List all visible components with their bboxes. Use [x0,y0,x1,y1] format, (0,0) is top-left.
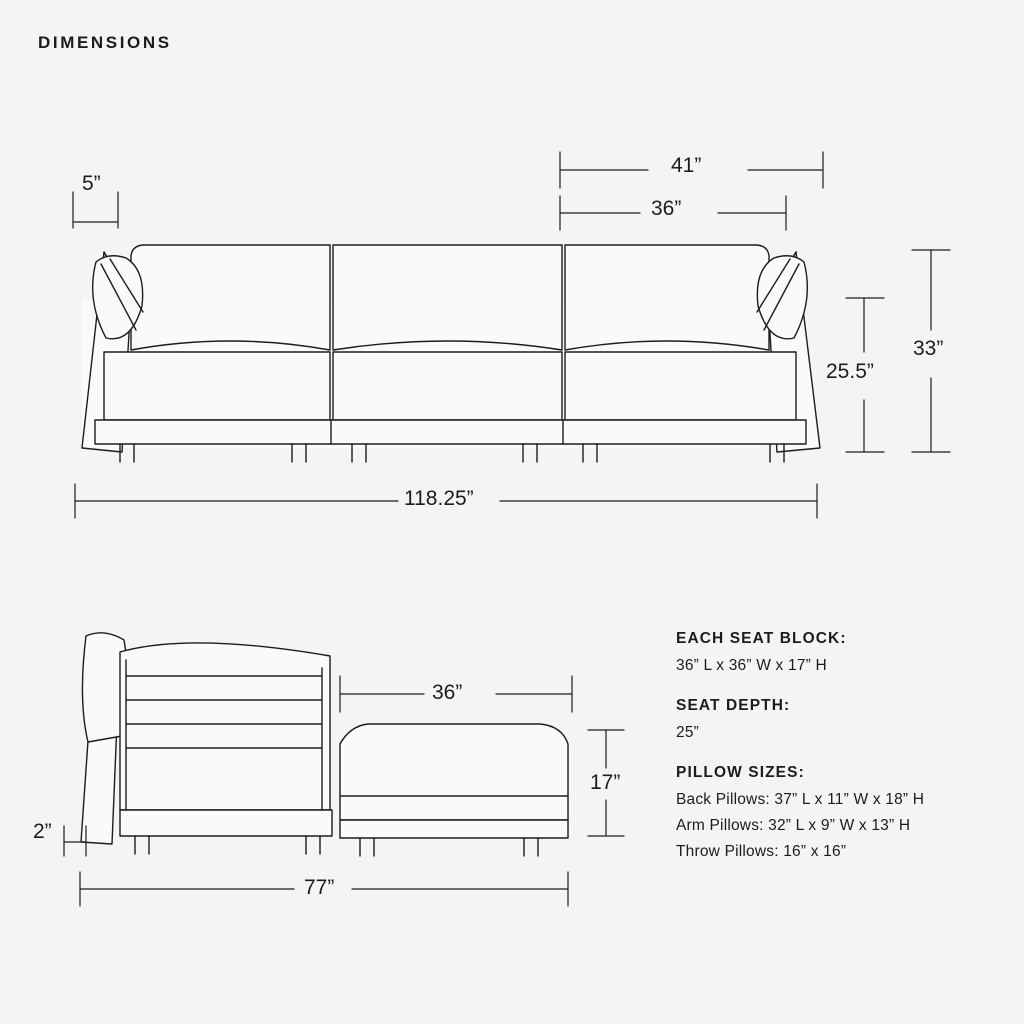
spec-heading-seat-block: EACH SEAT BLOCK: [676,630,847,647]
dim-overall-width: 118.25” [404,487,474,510]
spec-heading-seat-depth: SEAT DEPTH: [676,697,791,714]
spec-line-seat-depth-value: 25” [676,724,700,741]
spec-line-arm-pillows: Arm Pillows: 32” L x 9” W x 13” H [676,817,911,834]
spec-line-back-pillows: Back Pillows: 37” L x 11” W x 18” H [676,791,925,808]
front-view-sofa [82,245,820,462]
spec-line-seat-block-dims: 36” L x 36” W x 17” H [676,657,827,674]
spec-group-seat-block [676,630,1006,675]
dim-back-height: 25.5” [826,360,874,383]
dim-seat-cushion-top: 36” [651,197,682,220]
dim-seat-block-top: 41” [671,154,702,177]
spec-line-throw-pillows: Throw Pillows: 16” x 16” [676,843,847,860]
spec-heading-pillow-sizes: PILLOW SIZES: [676,764,805,781]
dim-arm-width: 5” [82,172,101,195]
dim-seat-height: 17” [590,771,621,794]
spec-group-seat-depth [676,697,1006,742]
dim-chaise-depth: 36” [432,681,463,704]
side-view-sofa [81,633,568,856]
dim-back-thickness: 2” [33,820,52,843]
specs-panel [676,630,1006,883]
spec-group-pillow-sizes [676,764,1006,861]
dim-overall-height: 33” [913,337,944,360]
page-title: DIMENSIONS [38,33,172,52]
dim-overall-depth: 77” [304,876,335,899]
